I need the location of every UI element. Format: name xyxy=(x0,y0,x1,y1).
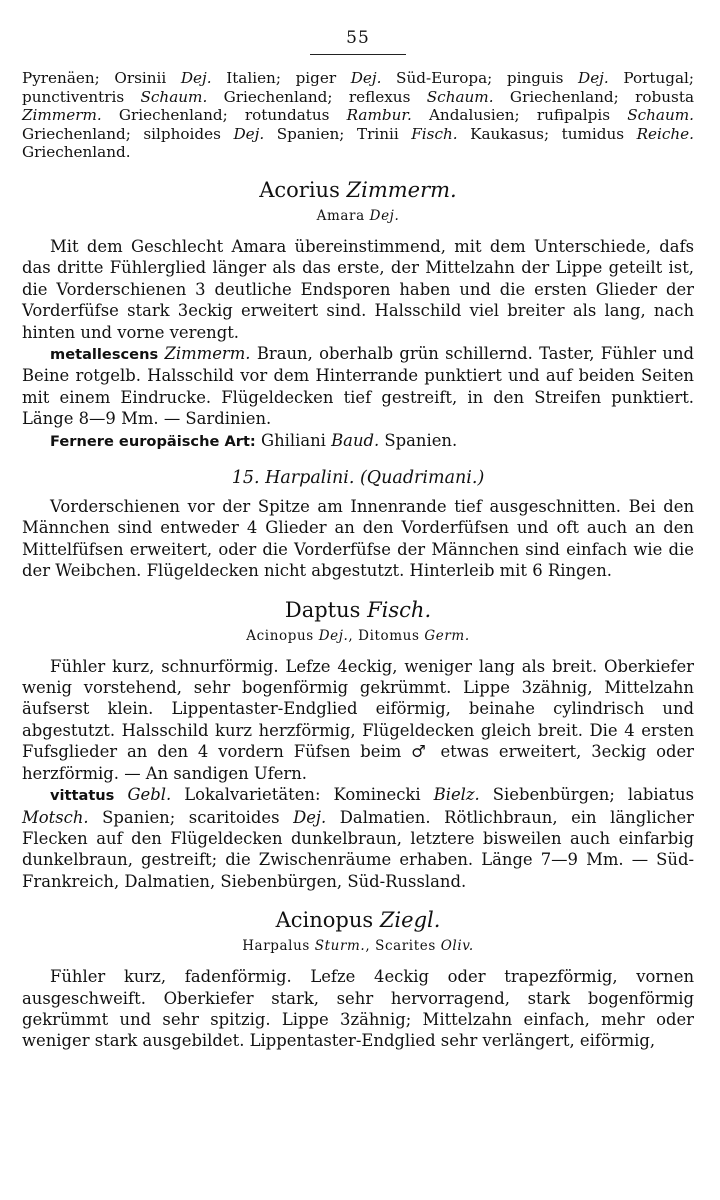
page-number: 55 xyxy=(346,28,370,48)
tribe-title-harpalini: 15. Harpalini. (Quadrimani.) xyxy=(231,468,485,489)
genus-synonym-daptus: Acinopus Dej., Ditomus Germ. xyxy=(246,627,470,644)
tribe-description-harpalini: Vorderschienen vor der Spitze am Innenrande tief ausgeschnitten. Bei den Männchen sind entweder 4 Glieder an den Vorderfüfsen und oft auch an den Mittelfüfsen erweitert, oder die Vorderfüfse der Männchen sind einfach wie die der Weibchen. Flügeldecken nicht abgestutzt. Hinterleib mit 6 Ringen. xyxy=(22,497,694,581)
genus-title-daptus: Daptus Fisch. xyxy=(284,597,432,622)
harpalini-section xyxy=(22,468,694,582)
acinopus-section xyxy=(22,908,694,1052)
genus-synonym-acinopus: Harpalus Sturm., Scarites Oliv. xyxy=(242,938,474,955)
acorius-section xyxy=(22,178,694,452)
genus-title-acinopus: Acinopus Ziegl. xyxy=(275,908,441,933)
genus-description-daptus: Fühler kurz, schnurförmig. Lefze 4eckig, weniger lang als breit. Oberkiefer wenig vorstehend, sehr bogenförmig gekrümmt. Lippe 3zähnig, Mittelzahn äufserst klein. Lippentaster-Endglied eiförmig, beinahe cylindrisch und abgestutzt. Halsschild kurz herzförmig, Flügeldecken gleich breit. Die 4 ersten Fufsglieder an den 4 vordern Füfsen beim ♂ etwas erweitert, 3eckig oder herzförmig. — An sandigen Ufern. xyxy=(22,656,694,783)
genus-synonym-acorius: Amara Dej. xyxy=(316,207,400,224)
top-paragraph: Pyrenäen; Orsinii Dej. Italien; piger Dej. Süd-Europa; pinguis Dej. Portugal; punctiventris Schaum. Griechenland; reflexus Schaum. Griechenland; robusta Zimmerm. Griechenland; rotundatus Rambur. Andalusien; rufipalpis Schaum. Griechenland; silphoides Dej. Spanien; Trinii Fisch. Kaukasus; tumidus Reiche. Griechenland. xyxy=(22,69,695,162)
genus-description-acinopus: Fühler kurz, fadenförmig. Lefze 4eckig oder trapezförmig, vornen ausgeschweift. Oberkiefer stark, sehr hervorragend, stark bogenförmig gekrümmt und sehr spitzig. Lippe 3zähnig; Mittelzahn einfach, mehr oder weniger stark ausgebildet. Lippentaster-Endglied sehr verlängert, eiförmig, xyxy=(22,967,694,1051)
genus-title-acorius: Acorius Zimmerm. xyxy=(259,177,457,202)
species-entry-metallescens: metallescens Zimmerm. Braun, oberhalb grün schillernd. Taster, Fühler und Beine rotgelb. Halsschild vor dem Hinterrande punktiert und auf beiden Seiten mit einem Eindrucke. Flügeldecken tief gestreift, in den Streifen punktiert. Länge 8—9 Mm. — Sardinien. xyxy=(22,344,694,429)
daptus-section xyxy=(22,598,694,892)
header-rule xyxy=(310,54,406,55)
further-species-acorius: Fernere europäische Art: Ghiliani Baud. Spanien. xyxy=(50,430,458,450)
genus-description-acorius: Mit dem Geschlecht Amara übereinstimmend, mit dem Unterschiede, dafs das dritte Fühlerglied länger als das erste, der Mittelzahn der Lippe geteilt ist, die Vorderschienen 3 deutliche Endsporen haben und die ersten Glieder der Vorderfüfse stark 3eckig erweitert sind. Halsschild viel breiter als lang, nach hinten und vorne verengt. xyxy=(22,236,694,342)
top-section xyxy=(22,69,694,162)
species-entry-vittatus: vittatus Gebl. Lokalvarietäten: Kominecki Bielz. Siebenbürgen; labiatus Motsch. Spanien; scaritoides Dej. Dalmatien. Rötlichbraun, ein länglicher Flecken auf den Flügeldecken dunkelbraun, letztere bisweilen auch einfarbig dunkelbraun, gestreift; die Zwischenräume erhaben. Länge 7—9 Mm. — Süd-Frankreich, Dalmatien, Siebenbürgen, Süd-Russland. xyxy=(22,785,694,891)
